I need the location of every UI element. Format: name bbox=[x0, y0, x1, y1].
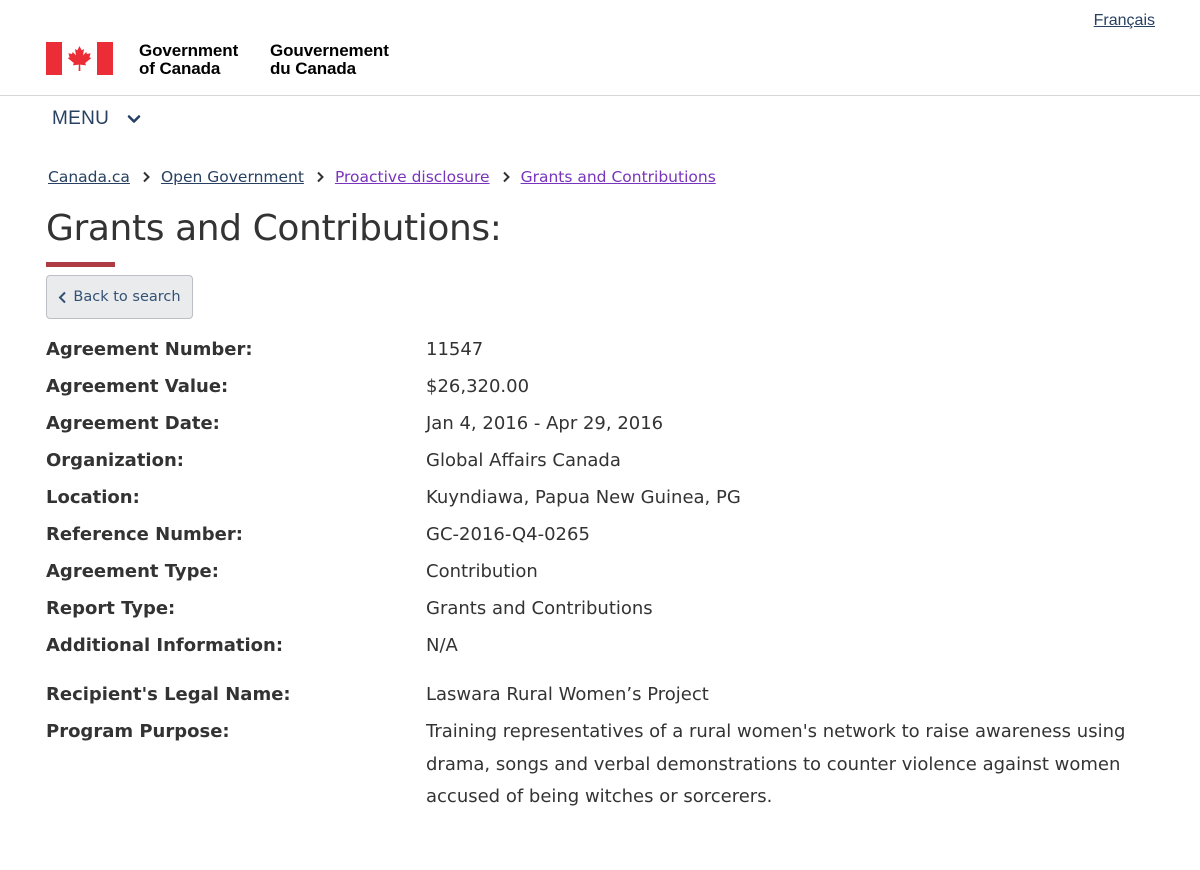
program-purpose-label: Program Purpose: bbox=[46, 721, 230, 742]
signature-fr-line2: du Canada bbox=[270, 59, 357, 78]
government-signature[interactable] bbox=[46, 41, 389, 78]
chevron-right-icon bbox=[142, 171, 151, 183]
breadcrumb-link-grants-and-contributions[interactable]: Grants and Contributions bbox=[520, 168, 716, 186]
detail-label: Reference Number: bbox=[46, 524, 243, 545]
chevron-right-icon bbox=[316, 171, 325, 183]
recipient-legal-name-label: Recipient's Legal Name: bbox=[46, 684, 291, 705]
signature-en-line2: of Canada bbox=[139, 59, 221, 78]
back-to-search-button[interactable] bbox=[46, 275, 193, 319]
detail-value: 11547 bbox=[426, 339, 484, 360]
breadcrumb bbox=[48, 168, 716, 186]
detail-row bbox=[46, 556, 1156, 588]
detail-label: Location: bbox=[46, 487, 140, 508]
detail-label: Agreement Type: bbox=[46, 561, 219, 582]
language-toggle-link[interactable]: Français bbox=[1093, 12, 1155, 29]
detail-value: Kuyndiawa, Papua New Guinea, PG bbox=[426, 487, 741, 508]
detail-row bbox=[46, 408, 1156, 440]
detail-value: GC-2016-Q4-0265 bbox=[426, 524, 590, 545]
detail-value: Jan 4, 2016 - Apr 29, 2016 bbox=[426, 413, 664, 434]
menu-label: MENU bbox=[52, 108, 110, 129]
detail-row bbox=[46, 482, 1156, 514]
title-underline bbox=[46, 262, 115, 267]
canada-flag-icon bbox=[46, 42, 113, 75]
program-purpose-value: Training representatives of a rural women's network to raise awareness using drama, songs and verbal demonstrations to counter violence against women accused of being witches or sorcerers. bbox=[426, 721, 1126, 807]
chevron-right-icon bbox=[502, 171, 511, 183]
breadcrumb-link-proactive-disclosure[interactable]: Proactive disclosure bbox=[334, 168, 490, 186]
detail-row bbox=[46, 519, 1156, 551]
detail-row bbox=[46, 371, 1156, 403]
chevron-left-icon bbox=[58, 291, 67, 304]
detail-label: Report Type: bbox=[46, 598, 176, 619]
detail-row bbox=[46, 593, 1156, 625]
detail-value: Global Affairs Canada bbox=[426, 450, 621, 471]
detail-value: $26,320.00 bbox=[426, 376, 530, 397]
detail-row bbox=[46, 630, 1156, 662]
site-header bbox=[0, 0, 1200, 96]
recipient-legal-name-value: Laswara Rural Women’s Project bbox=[426, 684, 709, 705]
detail-label: Agreement Value: bbox=[46, 376, 229, 397]
page-title: Grants and Contributions: bbox=[46, 208, 502, 249]
breadcrumb-link-canada[interactable]: Canada.ca bbox=[48, 168, 130, 186]
detail-value: Grants and Contributions bbox=[426, 598, 653, 619]
detail-row bbox=[46, 445, 1156, 477]
program-purpose-row bbox=[46, 716, 1156, 814]
detail-row bbox=[46, 334, 1156, 366]
signature-english bbox=[139, 42, 238, 78]
signature-fr-line1: Gouvernement bbox=[270, 41, 389, 60]
detail-label: Agreement Number: bbox=[46, 339, 253, 360]
detail-value: N/A bbox=[426, 635, 458, 656]
recipient-legal-name-row bbox=[46, 679, 1156, 711]
signature-french bbox=[270, 42, 389, 78]
detail-label: Agreement Date: bbox=[46, 413, 220, 434]
menu-button[interactable] bbox=[52, 108, 141, 130]
detail-label: Organization: bbox=[46, 450, 184, 471]
agreement-details bbox=[46, 334, 1156, 814]
detail-label: Additional Information: bbox=[46, 635, 284, 656]
breadcrumb-link-open-government[interactable]: Open Government bbox=[160, 168, 304, 186]
chevron-down-icon bbox=[127, 112, 141, 126]
detail-value: Contribution bbox=[426, 561, 538, 582]
back-to-search-label: Back to search bbox=[73, 289, 181, 305]
signature-en-line1: Government bbox=[139, 41, 239, 60]
